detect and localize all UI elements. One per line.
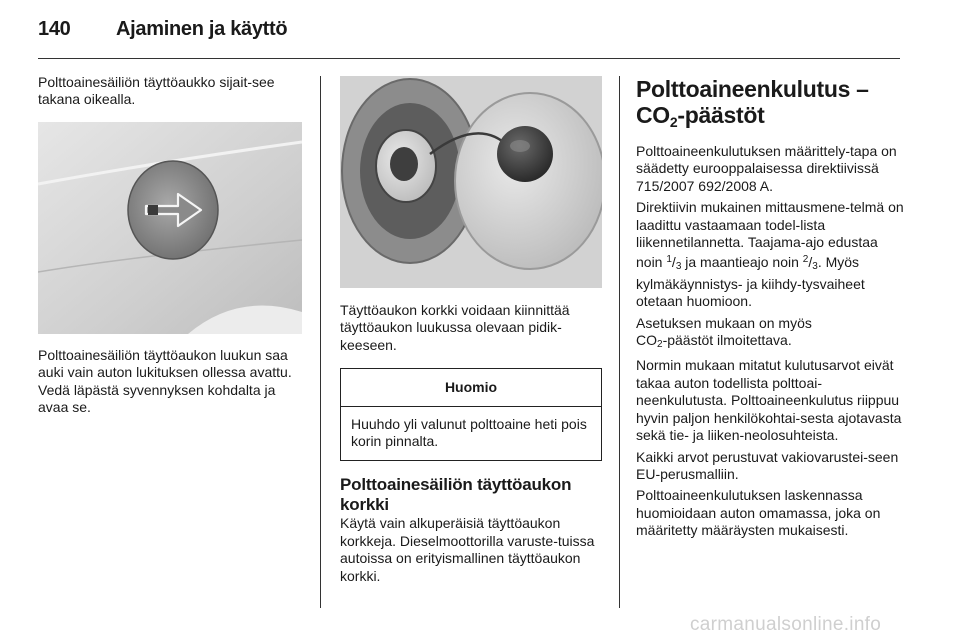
flap-opening-paragraph: Polttoainesäiliön täyttöaukon luukun saa auki vain auton lukituksen ollessa avattu. Vedä läpästä syvennyksen kohdalta ja avaa se. [38, 346, 292, 416]
page-number: 140 [38, 18, 71, 40]
measurement-paragraph: Direktiivin mukainen mittausmene-telmä on laadittu vastaamaan todel-lista liikennetilannetta. Taajama-ajo edustaa noin $^1/_3$ ja maantieajo noin $^2/_3$. Myös kylmäkäynnistys- ja kiihdy-tysvaiheet otetaan huomioon. [636, 199, 904, 310]
eu-model-paragraph: Kaikki arvot perustuvat vakiovarustei-seen EU-perusmalliin. [636, 448, 899, 482]
watermark: carmanualsonline.info [690, 614, 882, 635]
co2-paragraph: Asetuksen mukaan on myös $CO_2$-päästöt ilmoitettava. [636, 314, 812, 351]
header-rule [38, 58, 900, 59]
fuel-cap-figure [340, 76, 602, 288]
page-title: Ajaminen ja käyttö [116, 18, 288, 40]
notice-title: Huomio [341, 369, 601, 406]
column-middle [340, 74, 602, 585]
section-heading-fuel-cap: Polttoainesäiliön täyttöaukon korkki [340, 475, 572, 515]
notice-box [340, 368, 602, 461]
column-divider-2 [619, 76, 620, 608]
page-header [38, 18, 287, 48]
intro-paragraph: Polttoainesäiliön täyttöaukko sijait-see takana oikealla. [38, 74, 275, 108]
section-heading-consumption: Polttoaineenkulutus – $CO_2$-päästöt [636, 76, 869, 130]
fuel-cap-paragraph: Käytä vain alkuperäisiä täyttöaukon korkkeja. Dieselmoottorilla varuste-tuissa autoissa on erityismallinen täyttöaukon korkki. [340, 515, 595, 584]
cap-holder-paragraph: Täyttöaukon korkki voidaan kiinnittää täyttöaukon luukussa olevaan pidik-keeseen. [340, 302, 570, 353]
column-divider-1 [320, 76, 321, 608]
notice-body: Huuhdo yli valunut polttoaine heti pois korin pinnalta. [351, 415, 587, 450]
calculation-paragraph: Polttoaineenkulutuksen laskennassa huomioidaan auton omamassa, joka on määritetty määräysten mukaisesti. [636, 487, 881, 539]
fuel-flap-figure [38, 122, 302, 334]
norm-paragraph: Normin mukaan mitatut kulutusarvot eivät takaa auton todellista polttoai-neenkulutusta. Polttoaineenkulutus riippuu hyvin paljon henkilökohtai-sesta ajotavasta sekä tie- ja liiken-neolosuhteista. [636, 357, 902, 444]
column-right [636, 74, 904, 544]
directive-paragraph: Polttoaineenkulutuksen määrittely-tapa on säädetty eurooppalaisessa direktiivissä 715/2007 692/2008 A. [636, 143, 897, 194]
column-left [38, 74, 304, 416]
